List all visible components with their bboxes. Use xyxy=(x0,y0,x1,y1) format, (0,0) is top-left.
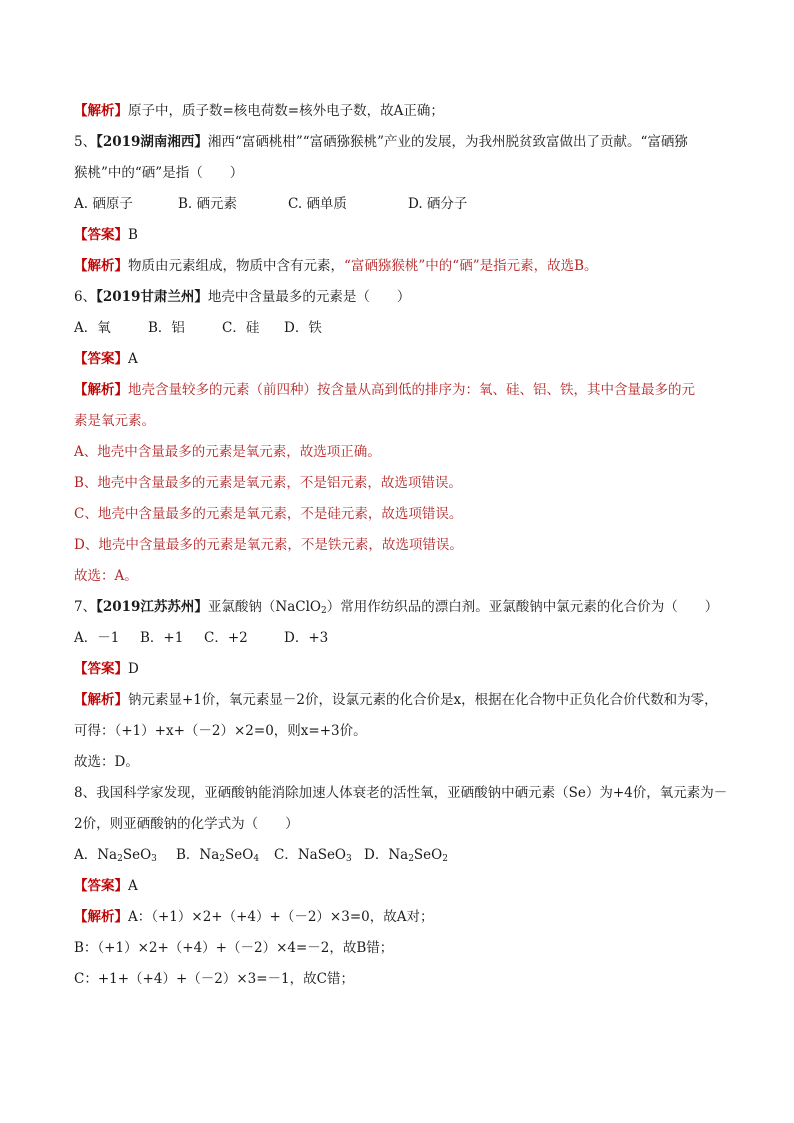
formula-subscript: 2 xyxy=(321,606,327,616)
option-b: B．$Na_2SeO_4$ xyxy=(176,847,260,864)
question-stem: 亚氯酸钠（NaClO xyxy=(207,599,321,615)
option-c: C．+2 xyxy=(204,630,248,646)
analysis-text: 原子中，质子数=核电荷数=核外电子数，故A正确； xyxy=(128,103,444,119)
option-c: C．NaSeO$_3$ xyxy=(274,847,352,864)
q6-analysis-line1 xyxy=(74,375,724,406)
question-stem: 我国科学家发现，亚硒酸钠能消除加速人体衰老的活性氧，亚硒酸钠中硒元素（Se）为+4价，氧元素为－ xyxy=(96,785,728,801)
q6-analysis-line2 xyxy=(74,406,724,437)
question-number: 6、 xyxy=(74,289,97,305)
q6-point-c: C、地壳中含量最多的元素是氧元素，不是硅元素，故选项错误。 xyxy=(74,506,463,522)
q8-analysis-line2: B：（+1）×2+（+4）+（－2）×4=－2，故B错； xyxy=(74,940,394,956)
option-b: B. 硒元素 xyxy=(178,196,238,212)
q6-point-a: A、地壳中含量最多的元素是氧元素，故选项正确。 xyxy=(74,444,381,460)
option-c: C．硅 xyxy=(222,320,260,336)
question-source: 【2019甘肃兰州】 xyxy=(96,289,208,305)
option-d: D. 硒分子 xyxy=(408,196,468,212)
question-stem: 地壳中含量最多的元素是（ ） xyxy=(207,289,411,305)
option-a: A．$Na_2SeO_3$ xyxy=(74,847,157,864)
question-stem: ）常用作纺织品的漂白剂。亚氯酸钠中氯元素的化合价为（ ） xyxy=(326,599,719,615)
question-source: 【2019江苏苏州】 xyxy=(96,599,208,615)
analysis-text: 素是氧元素。 xyxy=(74,413,155,429)
analysis-tag: 【解析】 xyxy=(74,103,128,119)
q8-stem-line2: 2价，则亚硒酸钠的化学式为（ ） xyxy=(74,816,299,832)
q7-answer xyxy=(74,654,724,685)
q8-analysis-line3: C：+1+（+4）+（－2）×3=－1，故C错； xyxy=(74,971,354,987)
analysis-text: 物质由元素组成，物质中含有元素， xyxy=(128,258,344,274)
answer-tag: 【答案】 xyxy=(74,351,128,367)
answer-value: B xyxy=(128,227,138,243)
q4-analysis xyxy=(74,96,724,127)
question-stem: 猴桃”中的“硒”是指（ ） xyxy=(74,165,244,181)
option-b: B．铝 xyxy=(148,320,185,336)
q8-options xyxy=(74,840,724,871)
q6-conclusion: 故选：A。 xyxy=(74,568,138,584)
answer-tag: 【答案】 xyxy=(74,878,128,894)
q5-analysis xyxy=(74,251,724,282)
analysis-text: 地壳含量较多的元素（前四种）按含量从高到低的排序为：氧、硅、铝、铁，其中含量最多的元 xyxy=(128,382,695,398)
question-number: 7、 xyxy=(74,599,97,615)
option-a: A．氧 xyxy=(74,320,111,336)
q6-point-b: B、地壳中含量最多的元素是氧元素，不是铝元素，故选项错误。 xyxy=(74,475,462,491)
question-number: 5、 xyxy=(74,134,97,150)
question-source: 【2019湖南湘西】 xyxy=(96,134,208,150)
q7-analysis-line1 xyxy=(74,685,724,716)
q7-stem xyxy=(74,592,724,623)
answer-tag: 【答案】 xyxy=(74,227,128,243)
analysis-text: 钠元素显+1价，氧元素显－2价，设氯元素的化合价是x，根据在化合物中正负化合价代数和为零， xyxy=(128,692,718,708)
q5-stem-line1 xyxy=(74,127,724,158)
analysis-tag: 【解析】 xyxy=(74,692,128,708)
question-number: 8、 xyxy=(74,785,97,801)
question-stem: 湘西“富硒桃柑”“富硒猕猴桃”产业的发展，为我州脱贫致富做出了贡献。“富硒猕 xyxy=(207,134,688,150)
q6-answer xyxy=(74,344,724,375)
q5-answer xyxy=(74,220,724,251)
q8-analysis-line1 xyxy=(74,902,724,933)
answer-tag: 【答案】 xyxy=(74,661,128,677)
option-d: D．$Na_2SeO_2$ xyxy=(364,847,448,864)
analysis-highlight: “富硒猕猴桃”中的“硒”是指元素，故选B。 xyxy=(344,258,598,274)
analysis-tag: 【解析】 xyxy=(74,258,128,274)
analysis-text: A：（+1）×2+（+4）+（－2）×3=0，故A对； xyxy=(128,909,434,925)
answer-value: A xyxy=(128,351,138,367)
q6-options xyxy=(74,313,724,344)
analysis-tag: 【解析】 xyxy=(74,382,128,398)
q8-stem-line1 xyxy=(74,778,728,809)
option-a: A. 硒原子 xyxy=(74,196,133,212)
q5-stem-line2 xyxy=(74,158,724,189)
q7-analysis-line2: 可得：（+1）+x+（－2）×2=0，则x=+3价。 xyxy=(74,723,367,739)
option-a: A．－1 xyxy=(74,630,120,646)
option-d: D．铁 xyxy=(284,320,322,336)
q6-point-d: D、地壳中含量最多的元素是氧元素，不是铁元素，故选项错误。 xyxy=(74,537,463,553)
q7-options xyxy=(74,623,724,654)
analysis-tag: 【解析】 xyxy=(74,909,128,925)
option-b: B．+1 xyxy=(140,630,184,646)
answer-value: D xyxy=(128,661,139,677)
q6-stem xyxy=(74,282,724,313)
option-d: D．+3 xyxy=(284,630,329,646)
option-c: C. 硒单质 xyxy=(288,196,347,212)
q8-answer xyxy=(74,871,724,902)
document-page xyxy=(74,96,728,995)
q7-conclusion: 故选：D。 xyxy=(74,754,139,770)
q5-options xyxy=(74,189,724,220)
answer-value: A xyxy=(128,878,138,894)
